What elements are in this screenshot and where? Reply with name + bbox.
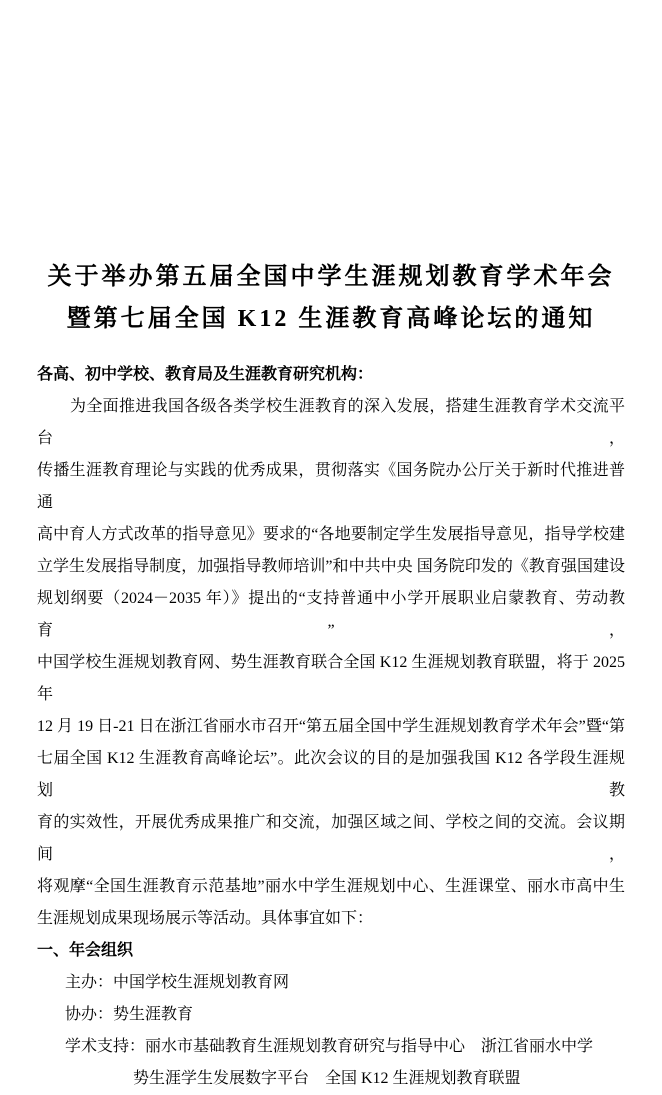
org-coorganizer-line: 协办：势生涯教育 [65,1006,194,1023]
salutation: 各高、初中学校、教育局及生涯教育研究机构： [37,366,374,383]
organization-list [37,967,625,1095]
section-heading: 一、年会组织 [37,942,134,959]
paragraph-line-1: 为全面推进我国各级各类学校生涯教育的深入发展，搭建生涯教育学术交流平台， [37,398,625,447]
paragraph-line-9: 育的实效性，开展优秀成果推广和交流，加强区域之间、学校之间的交流。会议期间， [37,814,625,863]
org-academic-support-continuation: 势生涯学生发展数字平台 全国 K12 生涯规划教育联盟 [133,1070,521,1087]
paragraph-line-5: 规划纲要（2024－2035 年）》提出的“支持普通中小学开展职业启蒙教育、劳动教育”， [37,590,625,639]
document-title [37,256,625,340]
paragraph-line-4: 立学生发展指导制度，加强指导教师培训”和中共中央 国务院印发的《教育强国建设 [37,558,625,575]
paragraph-line-2: 传播生涯教育理论与实践的优秀成果，贯彻落实《国务院办公厅关于新时代推进普通 [37,462,625,511]
org-academic-support-line: 学术支持：丽水市基础教育生涯规划教育研究与指导中心 浙江省丽水中学 [65,1038,594,1055]
paragraph-line-7: 12 月 19 日-21 日在浙江省丽水市召开“第五届全国中学生涯规划教育学术年会”暨“第 [37,718,625,735]
org-host-line: 主办：中国学校生涯规划教育网 [65,974,290,991]
paragraph-line-10: 将观摩“全国生涯教育示范基地”丽水中学生涯规划中心、生涯课堂、丽水市高中生 [37,878,625,895]
paragraph-line-6: 中国学校生涯规划教育网、势生涯教育联合全国 K12 生涯规划教育联盟，将于 2025 年 [37,654,625,703]
paragraph-line-11: 生涯规划成果现场展示等活动。具体事宜如下： [37,910,374,927]
paragraph-line-8: 七届全国 K12 生涯教育高峰论坛”。此次会议的目的是加强我国 K12 各学段生涯规划教 [37,750,625,799]
body-paragraph [37,391,625,935]
paragraph-line-3: 高中育人方式改革的指导意见》要求的“各地要制定学生发展指导意见，指导学校建 [37,526,625,543]
title-line-1: 关于举办第五届全国中学生涯规划教育学术年会 [47,264,615,290]
title-line-2: 暨第七届全国 K12 生涯教育高峰论坛的通知 [66,306,596,332]
